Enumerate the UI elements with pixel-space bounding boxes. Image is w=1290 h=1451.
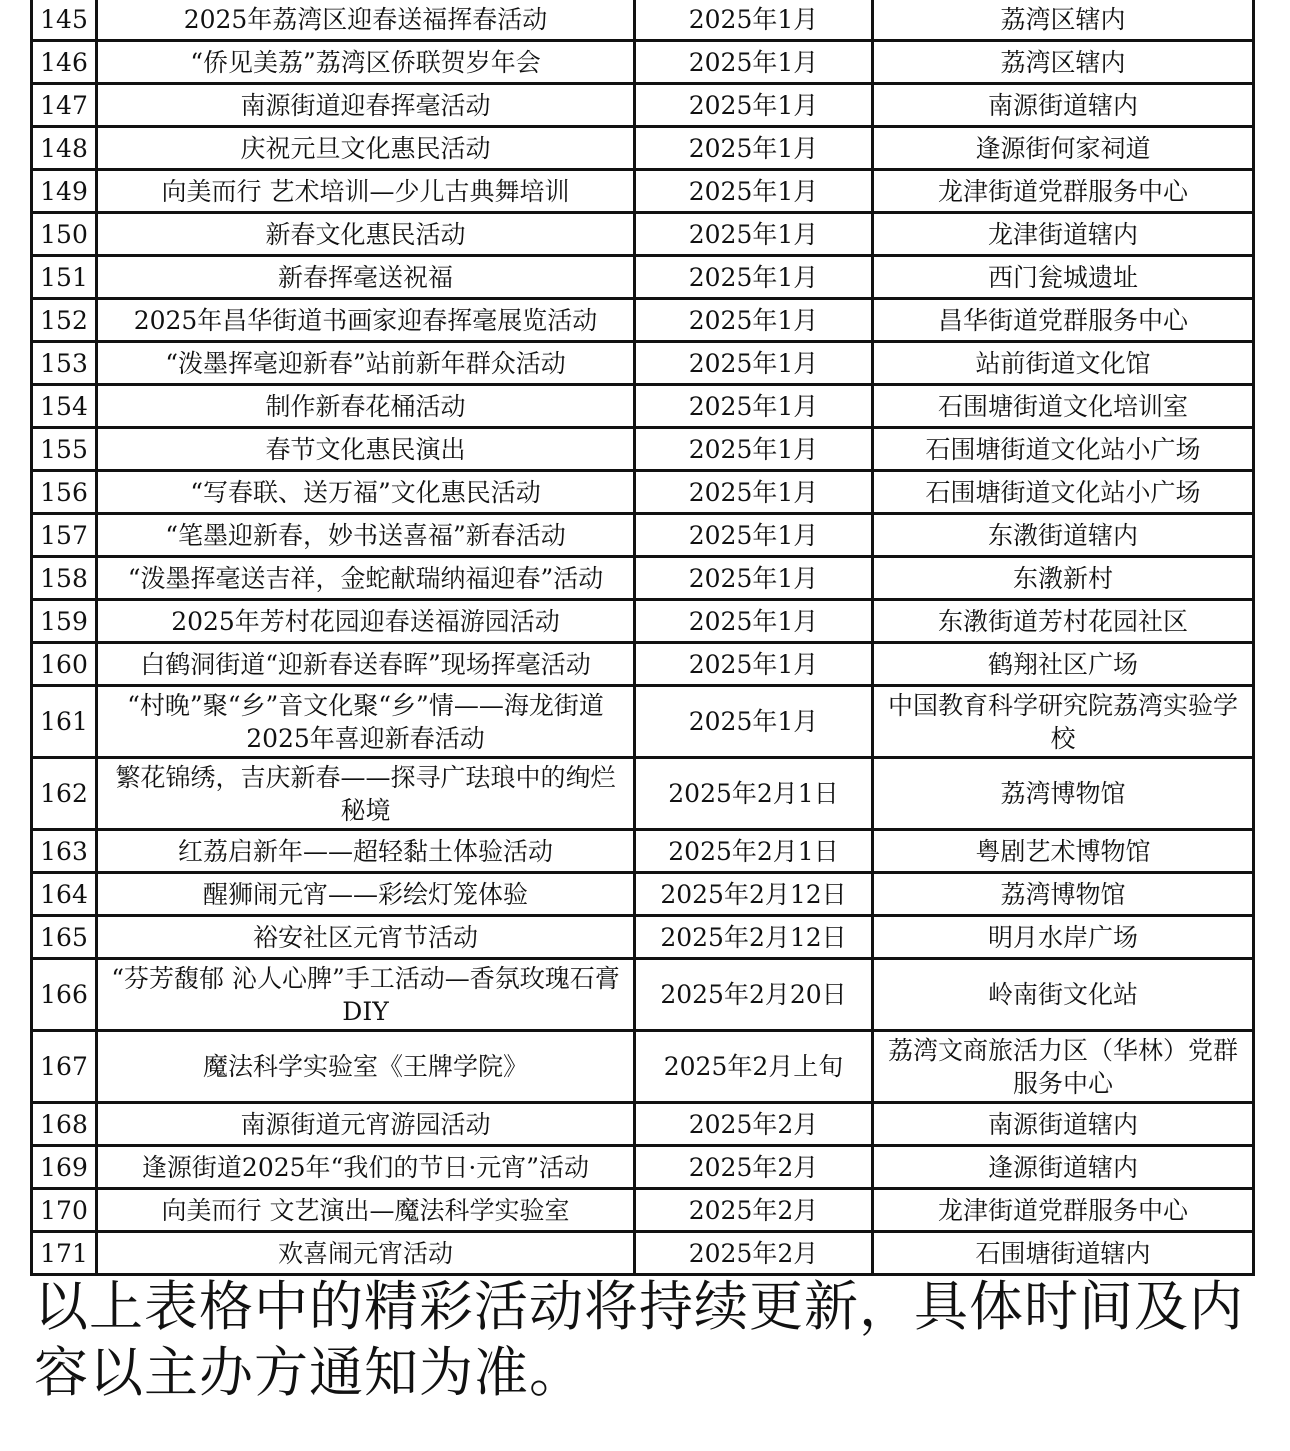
activity-name-cell: “侨见美荔”荔湾区侨联贺岁年会 bbox=[97, 41, 635, 84]
row-number-cell: 153 bbox=[32, 342, 97, 385]
table-row bbox=[32, 830, 1254, 873]
activity-name-cell: 2025年昌华街道书画家迎春挥毫展览活动 bbox=[97, 299, 635, 342]
table-row bbox=[32, 41, 1254, 84]
activity-name-cell: 裕安社区元宵节活动 bbox=[97, 916, 635, 959]
table-row bbox=[32, 1232, 1254, 1275]
activity-time-cell: 2025年1月 bbox=[635, 256, 873, 299]
row-number-cell: 152 bbox=[32, 299, 97, 342]
activity-name-cell: 魔法科学实验室《王牌学院》 bbox=[97, 1031, 635, 1103]
activity-name-cell: 2025年荔湾区迎春送福挥春活动 bbox=[97, 0, 635, 41]
row-number-cell: 169 bbox=[32, 1146, 97, 1189]
activity-name-cell: “泼墨挥毫迎新春”站前新年群众活动 bbox=[97, 342, 635, 385]
activity-place-cell: 东漖街道辖内 bbox=[873, 514, 1254, 557]
activity-place-cell: 昌华街道党群服务中心 bbox=[873, 299, 1254, 342]
activity-place-cell: 石围塘街道辖内 bbox=[873, 1232, 1254, 1275]
table-row bbox=[32, 256, 1254, 299]
table-row bbox=[32, 84, 1254, 127]
activity-time-cell: 2025年1月 bbox=[635, 557, 873, 600]
activity-place-cell: 荔湾区辖内 bbox=[873, 0, 1254, 41]
row-number-cell: 168 bbox=[32, 1103, 97, 1146]
table-row bbox=[32, 873, 1254, 916]
activity-place-cell: 中国教育科学研究院荔湾实验学校 bbox=[873, 686, 1254, 758]
activity-time-cell: 2025年2月 bbox=[635, 1103, 873, 1146]
activity-name-cell: 向美而行 文艺演出—魔法科学实验室 bbox=[97, 1189, 635, 1232]
activity-place-cell: 岭南街文化站 bbox=[873, 959, 1254, 1031]
activity-time-cell: 2025年2月1日 bbox=[635, 758, 873, 830]
activity-place-cell: 南源街道辖内 bbox=[873, 84, 1254, 127]
activity-place-cell: 石围塘街道文化培训室 bbox=[873, 385, 1254, 428]
activity-place-cell: 东漖新村 bbox=[873, 557, 1254, 600]
table-row bbox=[32, 758, 1254, 830]
table-row bbox=[32, 471, 1254, 514]
table-row bbox=[32, 428, 1254, 471]
row-number-cell: 171 bbox=[32, 1232, 97, 1275]
activity-place-cell: 鹤翔社区广场 bbox=[873, 643, 1254, 686]
activity-place-cell: 荔湾博物馆 bbox=[873, 758, 1254, 830]
table-row bbox=[32, 213, 1254, 256]
activity-name-cell: “泼墨挥毫送吉祥，金蛇献瑞纳福迎春”活动 bbox=[97, 557, 635, 600]
activity-time-cell: 2025年1月 bbox=[635, 299, 873, 342]
activity-place-cell: 粤剧艺术博物馆 bbox=[873, 830, 1254, 873]
row-number-cell: 157 bbox=[32, 514, 97, 557]
activity-place-cell: 龙津街道党群服务中心 bbox=[873, 1189, 1254, 1232]
activity-name-cell: 南源街道元宵游园活动 bbox=[97, 1103, 635, 1146]
activity-time-cell: 2025年2月12日 bbox=[635, 916, 873, 959]
activity-time-cell: 2025年1月 bbox=[635, 41, 873, 84]
activity-name-cell: 新春挥毫送祝福 bbox=[97, 256, 635, 299]
table-row bbox=[32, 643, 1254, 686]
table-row bbox=[32, 686, 1254, 758]
activity-place-cell: 石围塘街道文化站小广场 bbox=[873, 471, 1254, 514]
table-row bbox=[32, 514, 1254, 557]
activity-name-cell: “写春联、送万福”文化惠民活动 bbox=[97, 471, 635, 514]
row-number-cell: 149 bbox=[32, 170, 97, 213]
row-number-cell: 154 bbox=[32, 385, 97, 428]
activity-place-cell: 荔湾区辖内 bbox=[873, 41, 1254, 84]
table-row bbox=[32, 600, 1254, 643]
activity-time-cell: 2025年1月 bbox=[635, 471, 873, 514]
row-number-cell: 164 bbox=[32, 873, 97, 916]
activity-time-cell: 2025年1月 bbox=[635, 342, 873, 385]
activity-time-cell: 2025年1月 bbox=[635, 213, 873, 256]
activity-time-cell: 2025年1月 bbox=[635, 170, 873, 213]
activity-name-cell: 庆祝元旦文化惠民活动 bbox=[97, 127, 635, 170]
activity-time-cell: 2025年1月 bbox=[635, 514, 873, 557]
activity-time-cell: 2025年1月 bbox=[635, 0, 873, 41]
row-number-cell: 160 bbox=[32, 643, 97, 686]
activity-place-cell: 荔湾文商旅活力区（华林）党群服务中心 bbox=[873, 1031, 1254, 1103]
activity-name-cell: “笔墨迎新春，妙书送喜福”新春活动 bbox=[97, 514, 635, 557]
row-number-cell: 145 bbox=[32, 0, 97, 41]
activity-name-cell: “芬芳馥郁 沁人心脾”手工活动—香氛玫瑰石膏DIY bbox=[97, 959, 635, 1031]
activity-place-cell: 荔湾博物馆 bbox=[873, 873, 1254, 916]
activity-table bbox=[30, 0, 1255, 1276]
activity-place-cell: 逢源街道辖内 bbox=[873, 1146, 1254, 1189]
row-number-cell: 166 bbox=[32, 959, 97, 1031]
activity-name-cell: 逢源街道2025年“我们的节日·元宵”活动 bbox=[97, 1146, 635, 1189]
activity-name-cell: “村晚”聚“乡”音文化聚“乡”情——海龙街道2025年喜迎新春活动 bbox=[97, 686, 635, 758]
activity-time-cell: 2025年1月 bbox=[635, 686, 873, 758]
table-row bbox=[32, 557, 1254, 600]
activity-time-cell: 2025年2月上旬 bbox=[635, 1031, 873, 1103]
row-number-cell: 162 bbox=[32, 758, 97, 830]
activity-time-cell: 2025年2月1日 bbox=[635, 830, 873, 873]
activity-place-cell: 龙津街道党群服务中心 bbox=[873, 170, 1254, 213]
table-row bbox=[32, 299, 1254, 342]
row-number-cell: 151 bbox=[32, 256, 97, 299]
table-row bbox=[32, 385, 1254, 428]
activity-place-cell: 明月水岸广场 bbox=[873, 916, 1254, 959]
activity-place-cell: 西门瓮城遗址 bbox=[873, 256, 1254, 299]
table-row bbox=[32, 1103, 1254, 1146]
activity-place-cell: 南源街道辖内 bbox=[873, 1103, 1254, 1146]
row-number-cell: 158 bbox=[32, 557, 97, 600]
activity-time-cell: 2025年2月 bbox=[635, 1146, 873, 1189]
activity-time-cell: 2025年1月 bbox=[635, 600, 873, 643]
table-row bbox=[32, 342, 1254, 385]
activity-name-cell: 欢喜闹元宵活动 bbox=[97, 1232, 635, 1275]
activity-time-cell: 2025年2月20日 bbox=[635, 959, 873, 1031]
activity-name-cell: 红荔启新年——超轻黏土体验活动 bbox=[97, 830, 635, 873]
row-number-cell: 159 bbox=[32, 600, 97, 643]
activity-place-cell: 龙津街道辖内 bbox=[873, 213, 1254, 256]
activity-name-cell: 春节文化惠民演出 bbox=[97, 428, 635, 471]
table-row bbox=[32, 916, 1254, 959]
row-number-cell: 167 bbox=[32, 1031, 97, 1103]
activity-table-container bbox=[30, 0, 1252, 1276]
row-number-cell: 156 bbox=[32, 471, 97, 514]
activity-time-cell: 2025年1月 bbox=[635, 643, 873, 686]
table-row bbox=[32, 1189, 1254, 1232]
row-number-cell: 155 bbox=[32, 428, 97, 471]
table-row bbox=[32, 170, 1254, 213]
table-row bbox=[32, 1146, 1254, 1189]
row-number-cell: 161 bbox=[32, 686, 97, 758]
activity-time-cell: 2025年1月 bbox=[635, 385, 873, 428]
table-row bbox=[32, 1031, 1254, 1103]
row-number-cell: 148 bbox=[32, 127, 97, 170]
activity-place-cell: 站前街道文化馆 bbox=[873, 342, 1254, 385]
activity-name-cell: 2025年芳村花园迎春送福游园活动 bbox=[97, 600, 635, 643]
activity-name-cell: 制作新春花桶活动 bbox=[97, 385, 635, 428]
activity-place-cell: 逢源街何家祠道 bbox=[873, 127, 1254, 170]
row-number-cell: 165 bbox=[32, 916, 97, 959]
activity-time-cell: 2025年2月 bbox=[635, 1232, 873, 1275]
activity-time-cell: 2025年1月 bbox=[635, 127, 873, 170]
table-row bbox=[32, 127, 1254, 170]
activity-place-cell: 石围塘街道文化站小广场 bbox=[873, 428, 1254, 471]
activity-name-cell: 向美而行 艺术培训—少儿古典舞培训 bbox=[97, 170, 635, 213]
activity-name-cell: 繁花锦绣，吉庆新春——探寻广珐琅中的绚烂秘境 bbox=[97, 758, 635, 830]
activity-time-cell: 2025年1月 bbox=[635, 428, 873, 471]
table-row bbox=[32, 959, 1254, 1031]
activity-time-cell: 2025年1月 bbox=[635, 84, 873, 127]
table-row bbox=[32, 0, 1254, 41]
activity-name-cell: 醒狮闹元宵——彩绘灯笼体验 bbox=[97, 873, 635, 916]
activity-name-cell: 南源街道迎春挥毫活动 bbox=[97, 84, 635, 127]
footer-note: 以上表格中的精彩活动将持续更新，具体时间及内容以主办方通知为准。 bbox=[34, 1275, 1244, 1404]
activity-name-cell: 白鹤洞街道“迎新春送春晖”现场挥毫活动 bbox=[97, 643, 635, 686]
row-number-cell: 150 bbox=[32, 213, 97, 256]
row-number-cell: 147 bbox=[32, 84, 97, 127]
activity-table-body bbox=[32, 0, 1254, 1275]
row-number-cell: 170 bbox=[32, 1189, 97, 1232]
row-number-cell: 163 bbox=[32, 830, 97, 873]
row-number-cell: 146 bbox=[32, 41, 97, 84]
activity-time-cell: 2025年2月 bbox=[635, 1189, 873, 1232]
activity-name-cell: 新春文化惠民活动 bbox=[97, 213, 635, 256]
activity-time-cell: 2025年2月12日 bbox=[635, 873, 873, 916]
activity-place-cell: 东漖街道芳村花园社区 bbox=[873, 600, 1254, 643]
